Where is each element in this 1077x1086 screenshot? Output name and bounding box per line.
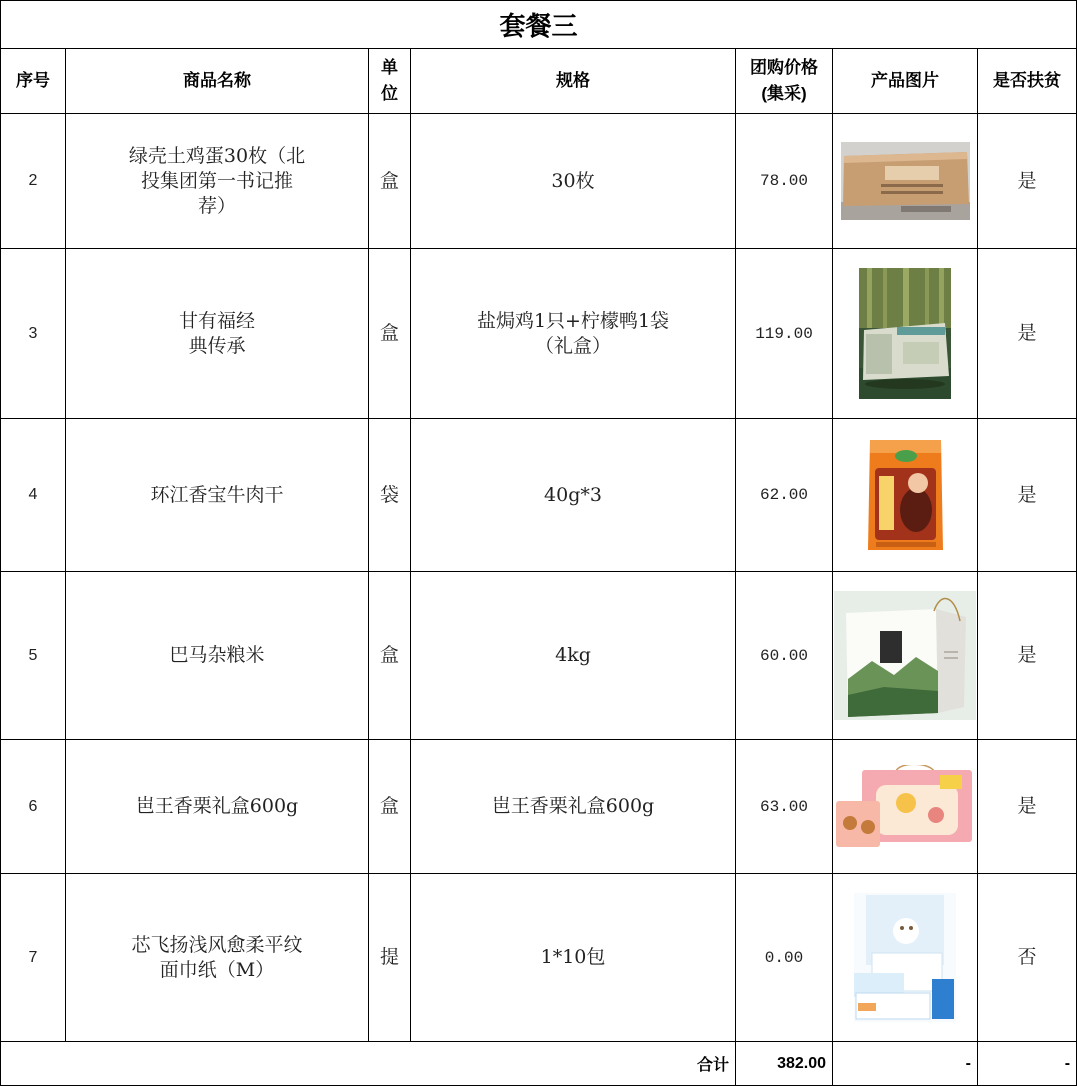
header-unit: 单 位 bbox=[369, 49, 411, 114]
beef-jerky-bag-image bbox=[866, 438, 945, 552]
header-image: 产品图片 bbox=[833, 49, 978, 114]
total-value: 382.00 bbox=[736, 1042, 833, 1086]
unit-cell: 盒 bbox=[369, 740, 411, 874]
unit-cell: 盒 bbox=[369, 572, 411, 740]
seq-cell: 5 bbox=[1, 572, 66, 740]
header-seq: 序号 bbox=[1, 49, 66, 114]
product-name-cell: 巴马杂粮米 bbox=[66, 572, 369, 740]
spec-cell: 1*10包 bbox=[411, 874, 736, 1042]
header-poverty-aid: 是否扶贫 bbox=[978, 49, 1077, 114]
unit-cell: 盒 bbox=[369, 114, 411, 249]
table-row bbox=[1, 740, 1077, 874]
product-name-cell: 芯飞扬浅风愈柔平纹 面巾纸（M） bbox=[66, 874, 369, 1042]
poverty-aid-cell: 否 bbox=[978, 874, 1077, 1042]
product-image-cell bbox=[833, 572, 978, 740]
poverty-aid-cell: 是 bbox=[978, 740, 1077, 874]
unit-cell: 提 bbox=[369, 874, 411, 1042]
price-cell: 62.00 bbox=[736, 419, 833, 572]
gift-box-image bbox=[859, 268, 951, 399]
poverty-aid-cell: 是 bbox=[978, 572, 1077, 740]
spec-cell: 40g*3 bbox=[411, 419, 736, 572]
header-row bbox=[1, 49, 1077, 114]
tissue-pack-image bbox=[854, 893, 956, 1022]
total-row bbox=[1, 1042, 1077, 1086]
header-name: 商品名称 bbox=[66, 49, 369, 114]
table-row bbox=[1, 874, 1077, 1042]
price-cell: 60.00 bbox=[736, 572, 833, 740]
poverty-aid-cell: 是 bbox=[978, 249, 1077, 419]
seq-cell: 6 bbox=[1, 740, 66, 874]
spec-cell: 岜王香栗礼盒600g bbox=[411, 740, 736, 874]
price-cell: 119.00 bbox=[736, 249, 833, 419]
rice-box-image bbox=[834, 591, 976, 720]
table-title: 套餐三 bbox=[1, 1, 1077, 49]
spec-cell: 盐焗鸡1只+柠檬鸭1袋 （礼盒） bbox=[411, 249, 736, 419]
product-image-cell bbox=[833, 114, 978, 249]
price-cell: 0.00 bbox=[736, 874, 833, 1042]
unit-cell: 袋 bbox=[369, 419, 411, 572]
product-name-cell: 岜王香栗礼盒600g bbox=[66, 740, 369, 874]
poverty-aid-cell: 是 bbox=[978, 114, 1077, 249]
unit-cell: 盒 bbox=[369, 249, 411, 419]
seq-cell: 4 bbox=[1, 419, 66, 572]
price-cell: 63.00 bbox=[736, 740, 833, 874]
product-name-cell: 绿壳土鸡蛋30枚（北 投集团第一书记推 荐） bbox=[66, 114, 369, 249]
product-image-cell bbox=[833, 419, 978, 572]
spec-cell: 4kg bbox=[411, 572, 736, 740]
egg-box-image bbox=[841, 142, 970, 220]
title-row bbox=[1, 1, 1077, 49]
product-name-cell: 甘有福经 典传承 bbox=[66, 249, 369, 419]
product-image-cell bbox=[833, 740, 978, 874]
seq-cell: 2 bbox=[1, 114, 66, 249]
table-row bbox=[1, 572, 1077, 740]
product-image-cell bbox=[833, 249, 978, 419]
spec-cell: 30枚 bbox=[411, 114, 736, 249]
header-spec: 规格 bbox=[411, 49, 736, 114]
chestnut-gift-box-image bbox=[836, 765, 975, 848]
poverty-aid-cell: 是 bbox=[978, 419, 1077, 572]
price-cell: 78.00 bbox=[736, 114, 833, 249]
table-row bbox=[1, 419, 1077, 572]
total-label: 合计 bbox=[1, 1042, 736, 1086]
product-name-cell: 环江香宝牛肉干 bbox=[66, 419, 369, 572]
product-image-cell bbox=[833, 874, 978, 1042]
header-price: 团购价格 (集采) bbox=[736, 49, 833, 114]
total-image-cell: - bbox=[833, 1042, 978, 1086]
seq-cell: 3 bbox=[1, 249, 66, 419]
table-row bbox=[1, 114, 1077, 249]
table-row bbox=[1, 249, 1077, 419]
seq-cell: 7 bbox=[1, 874, 66, 1042]
total-poverty-aid-cell: - bbox=[978, 1042, 1077, 1086]
